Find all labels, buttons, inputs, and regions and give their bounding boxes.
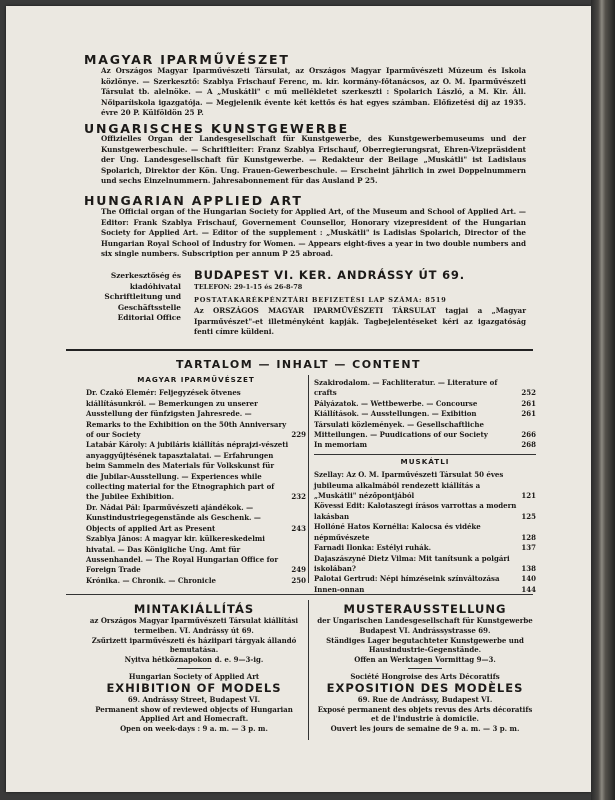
toc-subheading: MUSKÁTLI	[400, 456, 450, 466]
toc-entry: Hollóné Hatos Kornélia: Kalocsa és vidéke népművészete 128	[314, 522, 536, 542]
bottom-column-divider	[308, 600, 309, 740]
membership-note: Az ORSZÁGOS MAGYAR IPARMŰVÉSZETI TÁRSULAT tagjai a „Magyar Iparművészet"-et illetményként kapják. Tagbejelentéseket kéri az igazgatóság fenti címre küldeni.	[194, 306, 526, 336]
toc-entry: Kiállítások. — Ausstellungen. — Exibition 261	[314, 409, 536, 419]
divider	[66, 349, 533, 351]
exhibition-line: Ouvert les jours de semaine de 9 a. m. — 3 p. m.	[330, 724, 520, 734]
office-label: Editorial Office	[117, 313, 181, 322]
office-labels	[84, 271, 181, 324]
english-text: The Official organ of the Hungarian Society for Applied Art, of the Museum and School of Applied Art. — Editor: Frank Szablya Frischauf, Governement Counsellor, Honorary vizepresident of the Hungarian Society for Applied Art. — Editor of the supplement : „Muskátli" is Ladislas Spolarich, Director of the Hungarian Royal School of Industry for Women. — Appears eight-fives a year in two double numbers and six single numbers. Subscription per annum P 25 abroad.	[101, 207, 526, 258]
magyar-title: MAGYAR IPARMŰVÉSZET	[84, 52, 290, 67]
exhibition-title: EXPOSITION DES MODÈLES	[326, 680, 524, 695]
book-edge	[591, 0, 615, 800]
exhibition-left	[86, 603, 302, 734]
toc-entry: Társulati közlemények. — Gesellschaftliche Mitteilungen. — Puudications of our Society 266	[314, 419, 536, 440]
toc-subheading: MAGYAR IPARMŰVÉSZET	[137, 375, 255, 384]
deutsch-text: Offizielles Organ der Landesgesellschaft für Kunstgewerbe, des Kunstgewerbemuseums und der Kunstgewerbeschule. — Schriftleiter: Franz Szablya Frischauf, Oberregierungsrat, Ehren-Vizepräsident der Ung. Landesgesellschaft für Kunstgewerbe. — Redakteur der Beilage „Muskátli" ist Ladislaus Spolarich, Direktor der Kön. Ung. Frauen-Gewerbeschule. — Erscheint jährlich in zwei Doppelnummern und sechs Einzelnummern. Jahresabonnement für das Ausland P 25.	[101, 134, 526, 185]
office-telephone: TELEFON: 29-1-15 és 26-8-78	[194, 283, 303, 291]
column-divider	[308, 375, 309, 583]
separator	[177, 668, 211, 669]
toc-entry: Dr. Nádai Pál: Iparművészeti ajándékok. — Kunstindustriegegenstände als Geschenk. — Objects of applied Art as Present 243	[86, 502, 306, 533]
exhibition-title: EXHIBITION OF MODELS	[106, 680, 282, 695]
exhibition-line: 69. Andrássy Street, Budapest VI.	[127, 694, 261, 704]
deutsch-title: UNGARISCHES KUNSTGEWERBE	[84, 121, 349, 136]
bottom-divider	[66, 594, 533, 595]
office-label: Schriftleitung und Geschäftsstelle	[104, 292, 181, 312]
toc-entry: Krónika. — Chronik. — Chronicle 250	[86, 575, 306, 585]
toc-entry: In memoriam 268	[314, 440, 536, 450]
toc-entry: Szakirodalom. — Fachliteratur. — Literature of crafts 252	[314, 378, 536, 398]
exhibition-title: MUSTERAUSSTELLUNG	[343, 602, 507, 616]
exhibition-line: Ständiges Lager begutachteter Kunstgewerbe und Hausindustrie-Gegenstände.	[326, 635, 524, 655]
exhibition-line: Permanent show of reviewed objects of Hungarian Applied Art and Homecraft.	[95, 704, 293, 724]
society-name: Hungarian Society of Applied Art	[128, 671, 260, 681]
exhibition-title: MINTAKIÁLLÍTÁS	[133, 602, 255, 616]
exhibition-line: Offen an Werktagen Vormittag 9—3.	[354, 655, 496, 665]
exhibition-line: Exposé permanent des objets revus des Arts décoratifs et de l'industrie à domicile.	[317, 704, 533, 724]
english-title: HUNGARIAN APPLIED ART	[84, 193, 303, 208]
exhibition-line: der Ungarischen Landesgesellschaft für Kunstgewerbe Budapest VI. Andrássystrasse 69.	[317, 616, 533, 635]
office-label: Szerkesztőség és kiadóhivatal	[110, 271, 181, 291]
postal-account: POSTATAKARÉKPÉNZTÁRI BEFIZETÉSI LAP SZÁMA: 8519	[194, 296, 447, 304]
toc-entry: Dajaszászyné Dietz Vilma: Mit tanítsunk a polgári iskolában? 138	[314, 553, 536, 573]
section-rule	[314, 454, 536, 455]
toc-entry: Innen-onnan 144	[314, 584, 536, 594]
magyar-text: Az Országos Magyar Iparművészeti Társulat, az Országos Magyar Iparművészeti Múzeum és Iskola közlönye. — Szerkesztő: Szablya Frischauf Ferenc, m. kir. kormány-főtanácsos, az O. M. Iparművészeti Társulat tb. alelnöke. — A „Muskátli" c mű mellékletet szerkeszti : Spolarich László, a M. Kir. Áll. Nőiparíiskola igazgatója. — Megjelenik évente két kettős és hat egyes számban. Előfizetési díj az 1935. évre 20 P. Külföldön 25 P.	[101, 66, 526, 117]
toc-entry: Farnadi Ilonka: Estélyi ruhák. 137	[314, 543, 536, 553]
exhibition-line: az Országos Magyar Iparművészeti Társulat kiállítási termeiben. VI. Andrássy út 69.	[89, 616, 299, 635]
exhibition-line: Nyitva hétköznapokon d. e. 9—3-ig.	[124, 655, 264, 665]
exhibition-line: Zsűrizett iparművészeti és háziipari tárgyak állandó bemutatása.	[91, 635, 297, 655]
toc-heading: TARTALOM — INHALT — CONTENT	[175, 358, 422, 371]
toc-entry: Latabár Károly: A jubiláris kiállítás néprajzi-vészeti anyaggyűjtésének tapasztalatai. — Erfahrungen beim Sammeln des Materials für Volkskunst für die Jubilar-Ausstellung. — Experiences while collecting material for the Etnographich part of the Jubilee Exhibition. 232	[86, 440, 306, 502]
magazine-page	[6, 6, 591, 792]
exhibition-right	[316, 603, 534, 734]
toc-entry: Kövessi Edit: Kalotaszegi írásos varrottas a modern lakásban 125	[314, 501, 536, 521]
toc-entry: Szellay: Az O. M. Iparművészeti Társulat 50 éves jubileuma alkalmából rendezett kiállítás a „Muskátli" nézőpontjából 121	[314, 470, 536, 501]
exhibition-line: 69. Rue de Andrássy, Budapest VI.	[357, 694, 493, 704]
toc-entry: Dr. Czakó Elemér: Feljegyzések ötvenes kiállításunkról. — Bemerkungen zu unserer Ausstellung der fünfzigsten Jahresrede. — Remarks to the Exhibition on the 50th Anniversary of our Society 229	[86, 388, 306, 440]
toc-entry: Szablya János: A magyar kir. külkereskedelmi hivatal. — Das Königliche Ung. Amt für Aussenhandel. — The Royal Hungarian Office for Foreign Trade 249	[86, 534, 306, 575]
toc-right-column	[314, 378, 536, 595]
toc-left-column	[86, 375, 306, 586]
society-name: Société Hongroise des Arts Décoratifs	[350, 671, 500, 681]
toc-entry: Palotai Gertrud: Népi hímzéseink színváltozása 140	[314, 574, 536, 584]
separator	[408, 668, 442, 669]
office-address: BUDAPEST VI. KER. ANDRÁSSY ÚT 69.	[194, 268, 465, 282]
toc-entry: Pályázatok. — Wettbewerbe. — Concourse 261	[314, 398, 536, 408]
exhibition-line: Open on week-days : 9 a. m. — 3 p. m.	[120, 724, 268, 734]
